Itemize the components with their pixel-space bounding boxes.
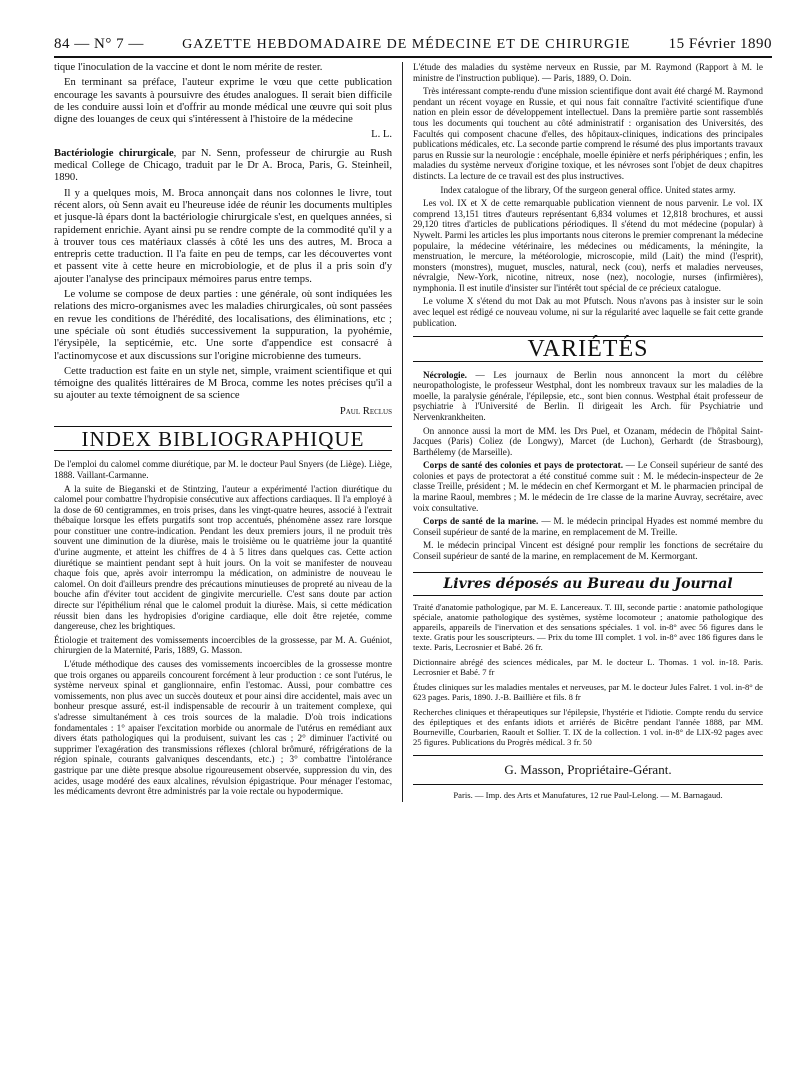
section-title-varietes: VARIÉTÉS [413, 336, 763, 361]
entry-text: Les vol. IX et X de cette remarquable publication viennent de nous parvenir. Le vol. IX comprend 13,151 titres d'auteurs représentant 6,834 volumes et 12,818 brochures, et aussi 29,120 titres d'articles de publications périodiques. Il s'étend du mot médecine (popular) à Nywelt. Parmi les articles les plus importants nous citerons le premier comprenant la médecine populaire, la médecine vétérinaire, les médecines ou médicaments, la méningite, la menstruation, le mercure, la météorologie, microscopie, mild (Lait) the mind (l'esprit), monsters (monstres), muguet, muscles, natural, neck (cou), nerfs et maladies nerveuses, névralgie, New-York, nicotine, nitreux, nose (nez), nocologie, nurses (infirmières), nymphonia. Il est inutile d'insister sur l'intérêt tout spécial de ce précieux catalogue. [413, 198, 763, 293]
section-title-books: Livres déposés au Bureau du Journal [413, 572, 763, 596]
book-entry: Études cliniques sur les maladies mentales et nerveuses, par M. le docteur Jules Falret. 1 vol. in-8° de 623 pages. Paris, 1890. J.-B. Baillière et fils. 8 fr [413, 681, 763, 702]
book-entry: Traité d'anatomie pathologique, par M. E. Lancereaux. T. III, seconde partie : anatomie pathologique spéciale, anatomie pathologique des systèmes, système locomoteur ; anatomie pathologique des appareils, appareils de l'inervation et des sensations spéciales. 1 vol. in-8° avec 56 figures dans le texte. Gratis pour les souscripteurs. — Prix du tome III complet. 1 vol. in-8° avec 186 figures dans le texte. Paris, Lecrosnier et Babé. 26 fr. [413, 601, 763, 652]
review-reference: , par N. Senn, professeur de chirurgie au Rush medical College de Chicago, traduit par le Dr A. Broca, Paris, G. Steinheil, 1890. [54, 147, 392, 184]
book-list [413, 602, 763, 747]
issue-date: 15 Février 1890 [668, 36, 772, 52]
review-title: Bactériologie chirurgicale [54, 147, 174, 159]
right-column [402, 62, 763, 802]
news-text: — M. le médecin principal Hyades est nommé membre du Conseil supérieur de santé de la marine, en remplacement de M. Treille. [413, 516, 763, 537]
news-label: Nécrologie. [423, 369, 467, 380]
signature: Paul Reclus [339, 405, 392, 417]
paragraph: Il y a quelques mois, M. Broca annonçait dans nos colonnes le livre, tout récent alors, où Senn avait eu l'heureuse idée de réunir les documents multiples et jusque-là épars dont la bactériologie chirurgicale s'est, en quelques années, si rapidement enrichie. Ayant ainsi pu se rendre compte de la commodité qu'il y a à trouver tous ces matériaux classés à côté les uns des autres, M. Broca a entrepris cette traduction. Il l'a faite en peu de temps, car les découvertes vont et passent vite à cette heure en microbiologie, et de plus il a pris soin d'y ajouter l'analyse des principaux mémoires parus entre temps. [54, 187, 392, 285]
signature: L. L. [371, 129, 392, 141]
paragraph: tique l'inoculation de la vaccine et dont le nom mérite de rester. [54, 62, 323, 73]
entry-text: L'étude méthodique des causes des vomissements incoercibles de la grossesse montre que trois organes ou appareils concourent forcément à leur production : ce sont l'utérus, le système nerveux spinal et ganglionnaire, enfin l'estomac. Aussi, pour combattre ces vomissements, non plus avec un succès douteux et pour ainsi dire accidentel, mais avec un bonheur presque assuré, est-il indispensable de recourir à un traitement complexe, qui s'adresse simultanément à ces trois sources de la maladie. D'où trois indications fondamentales : 1° apaiser l'excitation morbide ou anormale de l'utérus en remédiant aux divers états pathologiques qui la produisent, suivant les cas ; 2° diminuer l'activité ou supprimer l'exagération des transmissions réflexes (chloral brômuré, réfrigérations de la région spinale, courants galvaniques descendants, etc.) ; 3° combattre l'intolérance gastrique par une diète presque absolue rigoureusement observée, suppression du vin, des acides, usage modéré des eaux alcalines, révulsion épigastrique. Pour ménager l'estomac, les médicaments devront être administrés par la voie rectale ou hypodermique. [54, 659, 392, 797]
news-label: Corps de santé des colonies et pays de protectorat. [423, 460, 623, 471]
page-number: 84 — N° 7 — [54, 36, 144, 52]
entry-reference: Index catalogue of the library, Of the surgeon general office. United states army. [440, 184, 736, 195]
entry-text: Le volume X s'étend du mot Dak au mot Pfutsch. Nous n'avons pas à insister sur le soin avec lequel est rédigé ce nouveau volume, ni sur la régularité avec laquelle se fait cette grande publication. [413, 296, 763, 328]
review-heading [54, 148, 392, 185]
news-item [413, 370, 763, 423]
entry-text: A la suite de Bieganski et de Stintzing, l'auteur a expérimenté l'action diurétique du calomel pour combattre l'hydropisie consécutive aux affections cardiaques. Il l'a employé à la dose de 60 centigrammes, en trois prises, dans les vingt-quatre heures, associé à l'extrait thébaïque lorsque les effets purgatifs sont trop accentués, phénomène assez rare lorsque pour constituer une contre-indication. Pendant les deux premiers jours, il ne produit très souvent une diminution de la diurèse, mais le troisième ou le quatrième jour la quantité d'urine augmente, et atteint les chiffres de 4 à 5 litres dans quelques cas. Cette action diurétique se maintient pendant sept à huit jours. On la voit se manifester de nouveau chaque fois que, après avoir interrompu la médication, on administre de nouveau le calomel. On doit d'ailleurs prendre des précautions minutieuses de propreté au niveau de la bouche afin d'éviter tout accident de gingivite mercurielle. C'est sans doute par action directe sur l'épithélium rénal que le calomel produit la diurèse. Mais, si cette médication réussit bien dans les hydropisies d'origine cardiaque, elle doit être rejetée, comme dangereuse, chez les brightiques. [54, 483, 392, 632]
section-title-index: INDEX BIBLIOGRAPHIQUE [54, 426, 392, 451]
news-text: M. le médecin principal Vincent est désigné pour remplir les fonctions de secrétaire du Conseil supérieur de santé de la marine, en remplacement de M. Kermorgant. [413, 540, 763, 562]
book-entry: Recherches cliniques et thérapeutiques sur l'épilepsie, l'hystérie et l'idiotie. Compte rendu du service des épileptiques et des enfants idiots et arriérés de Bicêtre pendant l'année 1888, par MM. Bourneville, Courbarien, Raoult et Sollier. T. IX de la collection. 1 vol. in-8° de LIX-92 pages avec 25 figures. Publications du Progrès médical. 3 fr. 50 [413, 706, 763, 747]
news-text: On annonce aussi la mort de MM. les Drs Puel, et Ozanam, médecin de l'hôpital Saint-Jacques (Paris) Coliez (de Longwy), Marcet (de Luchon), Gerhardt (de Strasbourg), Barthélemy (de Marseille). [413, 425, 763, 457]
news-text: — Le Conseil supérieur de santé des colonies et pays de protectorat a été constitué comme suit : M. le médecin-inspecteur de 2e classe Treille, président ; M. le médecin en chef Kermorgant et M. le pharmacien principal de la marine Raoul, membres ; M. le médecin de 1re classe de la marine Auvray, secrétaire, avec voix consultative. [413, 460, 763, 513]
journal-title: GAZETTE HEBDOMADAIRE DE MÉDECINE ET DE CHIRURGIE [182, 37, 631, 52]
news-item [413, 460, 763, 513]
news-text: — Les journaux de Berlin nous annoncent la mort du célèbre neuropathologiste, le professeur Westphal, dont les nombreux travaux sur les maladies de la moelle, la paralysie générale, l'épilepsie, etc., sont bien connus. Westphal était professeur de psychiatrie à l'Université de Berlin. Il dirigeait les Arch. für Psychiatrie und Nervenkrankheiten. [413, 369, 763, 422]
news-label: Corps de santé de la marine. [423, 516, 539, 527]
paragraph: Cette traduction est faite en un style net, simple, vraiment scientifique et qui témoigne des qualités littéraires de M Broca, comme les notes précises qu'il a su ajouter au texte témoignent de sa science [54, 365, 392, 402]
paragraph: En terminant sa préface, l'auteur exprime le vœu que cette publication encourage les savants à poursuivre des études analogues. Il serait bien difficile de les conduire aussi loin et d'offrir au monde médical une œuvre qui soit plus digne des louanges de ceux qui s'intéressent à l'histoire de la médecine [54, 77, 392, 126]
news-item [413, 516, 763, 537]
entry-reference: Étiologie et traitement des vomissements incoercibles de la grossesse, par M. A. Guéniot, chirurgien de la Maternité, Paris, 1889, G. Masson. [54, 634, 392, 656]
publisher-line: G. Masson, Propriétaire-Gérant. [413, 755, 763, 776]
printer-footer: Paris. — Imp. des Arts et Manufatures, 12 rue Paul-Lelong. — M. Barnagaud. [413, 784, 763, 801]
entry-reference: L'étude des maladies du système nerveux en Russie, par M. Raymond (Rapport à M. le ministre de l'instruction publique). — Paris, 1889, O. Doin. [413, 62, 763, 83]
paragraph: Le volume se compose de deux parties : une générale, où sont indiquées les relations des micro-organismes avec les maladies chirurgicales, où sont passées en revue les conditions de l'hérédité, des localisations, des éliminations, etc ; une spéciale où sont étudiés successivement la suppuration, la pyohémie, l'érysipèle, la septicémie, etc. Une sorte d'appendice est consacré à l'actinomycose et aux discussions sur l'origine microbienne des tumeurs. [54, 289, 392, 362]
left-column [54, 62, 392, 802]
page-header [54, 36, 772, 58]
entry-text: Très intéressant compte-rendu d'une mission scientifique dont avait été chargé M. Raymond pendant un récent voyage en Russie, et qui nous fait connaître l'activité scientifique d'une nation en plein essor de développement intellectuel. Dans la première partie sont rassemblés tous les documents qui touchent au côté administratif : organisation des Universités, des Facultés qui composent chacune d'elles, des hôpitaux-cliniques, indications des principales publications médicales, etc. La seconde partie comprend le résumé des plus importants travaux parus en Russie sur la neurologie : encéphale, moelle épinière et nerfs périphériques ; enfin, les maladies du système nerveux d'origine toxique, et les névroses sont l'objet de deux chapitres distincts. La lecture de ce travail est des plus instructives. [413, 86, 763, 181]
entry-reference: De l'emploi du calomel comme diurétique, par M. le docteur Paul Snyers (de Liège). Liège, 1888. Vaillant-Carmanne. [54, 459, 392, 480]
book-entry: Dictionnaire abrégé des sciences médicales, par M. le docteur L. Thomas. 1 vol. in-18. Paris. Lecrosnier et Babé. 7 fr [413, 656, 763, 677]
